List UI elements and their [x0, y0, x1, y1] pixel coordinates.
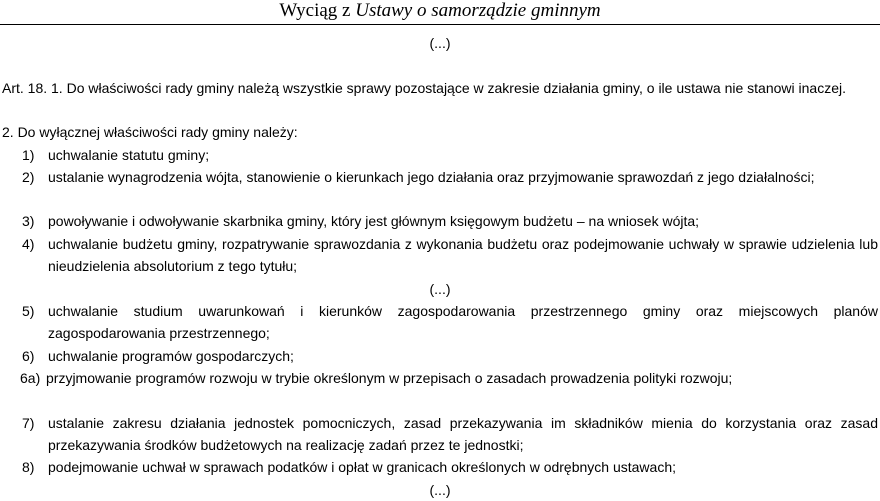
- list-item-text: ustalanie wynagrodzenia wójta, stanowienie o kierunkach jego działania oraz przyjmowanie sprawozdań z jego działalności;: [48, 169, 815, 185]
- ellipsis-middle: (...): [429, 281, 451, 297]
- list-item-2: [22, 166, 878, 188]
- ellipsis-bottom: (...): [429, 482, 451, 498]
- title-prefix: Wyciąg z: [279, 0, 351, 21]
- title-underline: [0, 24, 880, 25]
- list-item-number: 8): [22, 459, 35, 475]
- list-item-number: 3): [22, 213, 35, 229]
- list-item-text: uchwalanie studium uwarunkowań i kierunków zagospodarowania przestrzennego gminy oraz miejscowych planów zagospodarowania przestrzennego;: [48, 303, 878, 341]
- list-item-text: uchwalanie budżetu gminy, rozpatrywanie sprawozdania z wykonania budżetu oraz podejmowanie uchwały w sprawie udzielenia lub nieudzielenia absolutorium z tego tytułu;: [48, 236, 878, 274]
- list-item-number: 6): [22, 348, 35, 364]
- article-paragraph-2: 2. Do wyłącznej właściwości rady gminy należy:: [2, 124, 298, 140]
- list-item-number: 5): [22, 303, 35, 319]
- list-item-number: 4): [22, 236, 35, 252]
- list-item-1: [22, 144, 878, 166]
- list-item-number: 2): [22, 169, 35, 185]
- list-item-text: uchwalanie programów gospodarczych;: [48, 348, 294, 364]
- list-item-6a: [20, 367, 878, 389]
- list-item-number: 7): [22, 415, 35, 431]
- list-item-5: [22, 300, 878, 344]
- title-act-name: Ustawy o samorządzie gminnym: [355, 0, 601, 21]
- list-item-text: uchwalanie statutu gminy;: [48, 147, 210, 163]
- list-item-7: [22, 412, 878, 456]
- list-item-text: ustalanie zakresu działania jednostek pomocniczych, zasad przekazywania im składników mienia do korzystania oraz zasad przekazywania środków budżetowych na realizację zadań przez te jednostki;: [48, 415, 878, 453]
- list-item-3: [22, 210, 878, 232]
- article-paragraph-1: Art. 18. 1. Do właściwości rady gminy należą wszystkie sprawy pozostające w zakresie działania gminy, o ile ustawa nie stanowi inaczej.: [2, 80, 846, 96]
- list-item-number: 6a): [20, 370, 41, 386]
- list-item-number: 1): [22, 147, 35, 163]
- document-title: [0, 0, 880, 24]
- list-item-text: powoływanie i odwoływanie skarbnika gminy, który jest głównym księgowym budżetu – na wniosek wójta;: [48, 213, 700, 229]
- ellipsis-top: (...): [429, 35, 451, 51]
- list-item-4: [22, 233, 878, 277]
- list-item-text: przyjmowanie programów rozwoju w trybie określonym w przepisach o zasadach prowadzenia polityki rozwoju;: [46, 370, 733, 386]
- list-item-text: podejmowanie uchwał w sprawach podatków i opłat w granicach określonych w odrębnych ustawach;: [48, 459, 677, 475]
- list-item-8: [22, 456, 878, 478]
- list-item-6: [22, 345, 878, 367]
